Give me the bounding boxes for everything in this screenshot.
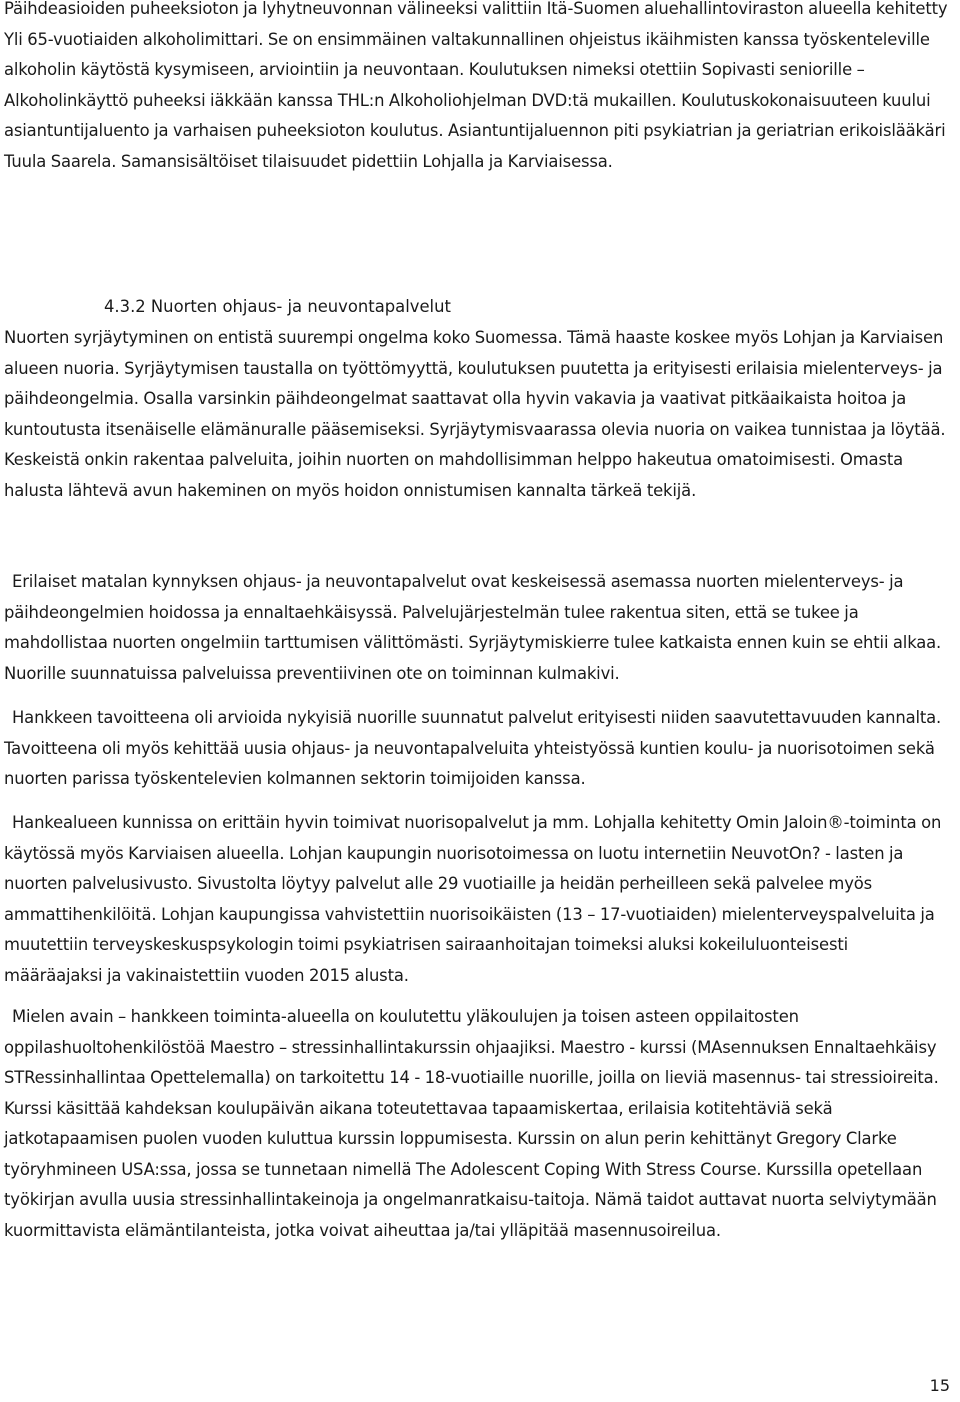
paragraph-3 bbox=[4, 808, 950, 991]
section-heading: 4.3.2 Nuorten ohjaus- ja neuvontapalvelut bbox=[104, 297, 451, 316]
paragraph-2-text: Hankkeen tavoitteena oli arvioida nykyisiä nuorille suunnatut palvelut erityisesti niiden saavutettavuuden kannalta. Tavoitteena oli myös kehittää uusia ohjaus- ja neuvontapalveluita yhteistyössä kuntien koulu- ja nuorisotoimen sekä nuorten parissa työskentelevien kolmannen sektorin toimijoiden kanssa. bbox=[4, 708, 942, 788]
paragraph-1-text: Erilaiset matalan kynnyksen ohjaus- ja neuvontapalvelut ovat keskeisessä asemassa nuorten mielenterveys- ja päihdeongelmien hoidossa ja ennaltaehkäisyssä. Palvelujärjestelmän tulee rakentua siten, että se tukee ja mahdollistaa nuorten ongelmiin tarttumisen välittömästi. Syrjäytymiskierre tulee katkaista ennen kuin se ehtii alkaa. Nuorille suunnatuissa palveluissa preventiivinen ote on toiminnan kulmakivi. bbox=[4, 572, 942, 683]
document-page bbox=[4, 0, 954, 1402]
paragraph-4-text: Mielen avain – hankkeen toiminta-alueella on koulutettu yläkoulujen ja toisen asteen oppilaitosten oppilashuoltohenkilöstöä Maestro – stressinhallintakurssin ohjaajiksi. Maestro - kurssi (MAsennuksen Ennaltaehkäisy STRessinhallintaa Opettelemalla) on tarkoitettu 14 - 18-vuotiaille nuorille, joilla on lieviä masennus- tai stressioireita. Kurssi käsittää kahdeksan koulupäivän aikana toteutettavaa tapaamiskertaa, erilaisia kotitehtäviä sekä jatkotapaamisen puolen vuoden kuluttua kurssin loppumisesta. Kurssin on alun perin kehittänyt Gregory Clarke työryhmineen USA:ssa, jossa se tunnetaan nimellä The Adolescent Coping With Stress Course. Kurssilla opetellaan työkirjan avulla uusia stressinhallintakeinoja ja ongelmanratkaisu-taitoja. Nämä taidot auttavat nuorta selviytymään kuormittavista elämäntilanteista, jotka voivat aiheuttaa ja/tai ylläpitää masennusoireilua. bbox=[4, 1007, 939, 1240]
paragraph-section-intro: Nuorten syrjäytyminen on entistä suurempi ongelma koko Suomessa. Tämä haaste koskee myös Lohjan ja Karviaisen alueen nuoria. Syrjäytymisen taustalla on työttömyyttä, koulutuksen puutetta ja erityisesti erilaisia mielenterveys- ja päihdeongelmia. Osalla varsinkin päihdeongelmat saattavat olla hyvin vakavia ja vaativat pitkäaikaista hoitoa ja kuntoutusta itsenäiselle elämänuralle pääsemiseksi. Syrjäytymisvaarassa olevia nuoria on vaikea tunnistaa ja löytää. Keskeistä onkin rakentaa palveluita, joihin nuorten on mahdollisimman helppo hakeutua omatoimisesti. Omasta halusta lähtevä avun hakeminen on myös hoidon onnistumisen kannalta tärkeä tekijä. bbox=[4, 328, 946, 500]
paragraph-intro: Päihdeasioiden puheeksioton ja lyhytneuvonnan välineeksi valittiin Itä-Suomen aluehallintoviraston alueella kehitetty Yli 65-vuotiaiden alkoholimittari. Se on ensimmäinen valtakunnallinen ohjeistus ikäihmisten kanssa työskenteleville alkoholin käytöstä kysymiseen, arviointiin ja neuvontaan. Koulutuksen nimeksi otettiin Sopivasti seniorille – Alkoholinkäyttö puheeksi iäkkään kanssa THL:n Alkoholiohjelman DVD:tä mukaillen. Koulutuskokonaisuuteen kuului asiantuntijaluento ja varhaisen puheeksioton koulutus. Asiantuntijaluennon piti psykiatrian ja geriatrian erikoislääkäri Tuula Saarela. Samansisältöiset tilaisuudet pidettiin Lohjalla ja Karviaisessa. bbox=[4, 0, 948, 171]
paragraph-1 bbox=[4, 567, 950, 689]
page-number: 15 bbox=[929, 1376, 950, 1395]
paragraph-3-text: Hankealueen kunnissa on erittäin hyvin toimivat nuorisopalvelut ja mm. Lohjalla kehitetty Omin Jaloin®-toiminta on käytössä myös Karviaisen alueella. Lohjan kaupungin nuorisotoimessa on luotu internetiin NeuvotOn? - lasten ja nuorten palvelusivusto. Sivustolta löytyy palvelut alle 29 vuotiaille ja heidän perheilleen sekä palvelee myös ammattihenkilöitä. Lohjan kaupungissa vahvistettiin nuorisoikäisten (13 – 17-vuotiaiden) mielenterveyspalveluita ja muutettiin terveyskeskuspsykologin toimi psykiatrisen sairaanhoitajan toimeksi aluksi kokeiluluonteisesti määräajaksi ja vakinaistettiin vuoden 2015 alusta. bbox=[4, 813, 942, 985]
paragraph-2 bbox=[4, 703, 950, 795]
paragraph-4 bbox=[4, 1002, 950, 1246]
